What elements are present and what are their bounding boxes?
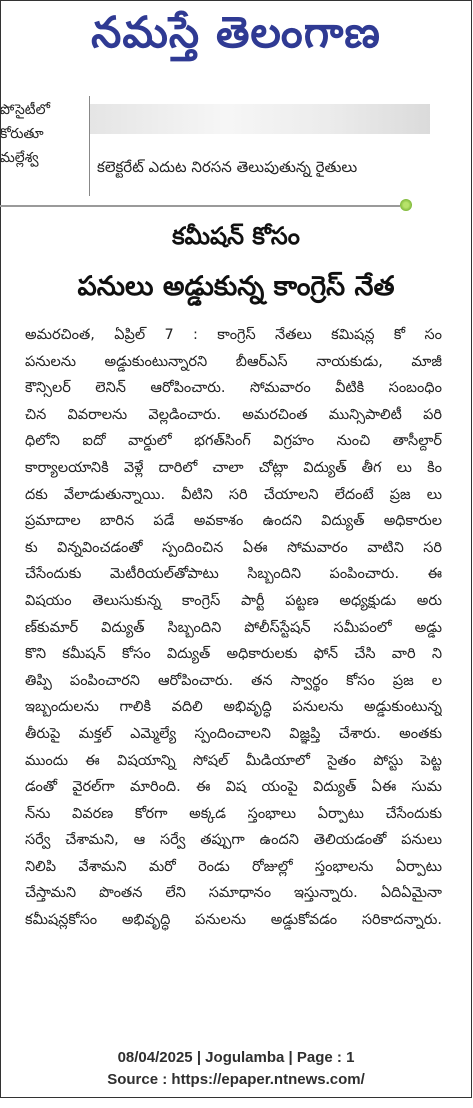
article-body-line: నిలిపి వేశామని మరో రెండు రోజుల్లో స్తంభాలను ఏర్పాటు — [25, 858, 442, 875]
side-snippet — [0, 98, 88, 170]
section-rule — [0, 205, 400, 207]
masthead — [0, 4, 472, 72]
article-body-line: చేస్తామని పొంతన లేని సమాధానం ఇస్తున్నారు. ఏదిఏమైనా — [25, 885, 442, 902]
article-body-line: ప్రమాదాల బారిన పడే అవకాశం ఉందని విద్యుత్ అధికారుల — [25, 513, 442, 530]
article-body-line: డంతో వైరల్‌గా మారింది. ఈ విష యంపై విద్యుత్ ఏఈ సుమ — [25, 779, 442, 796]
article-body-line: విషయం తెలుసుకున్న కాంగ్రెస్ పార్టీ పట్టణ అధ్యక్షుడు అరు — [25, 592, 442, 609]
article-body-line: కమీషన్లకోసం అభివృద్ధి పనులను అడ్డుకోవడం సరికాదన్నారు. — [25, 912, 442, 929]
headline-line-2: పనులు అడ్డుకున్న కాంగ్రెస్ నేత — [77, 271, 395, 302]
article-body-line: కార్యాలయానికి వెళ్లే దారిలో చాలా చోట్లా విద్యుత్ తీగ లు కిం — [25, 459, 442, 476]
side-snippet-line: కోరుతూ — [0, 126, 44, 142]
photo-caption: కలెక్టరేట్ ఎదుట నిరసన తెలుపుతున్న రైతులు — [97, 158, 358, 176]
photo — [90, 104, 430, 134]
article-body-line: తీరుపై మక్తల్ ఎమ్మెల్యే స్పందించాలని విజ్ఞప్తి చేశారు. అంతకు — [25, 725, 442, 742]
article-body-line: సర్వే చేశామని, ఆ సర్వే తప్పుగా ఉందని తెలియడంతో పనులు — [25, 832, 442, 849]
headline-line-1: కమీషన్ కోసం — [172, 222, 300, 250]
article-body-line: న్‌ను వివరణ కోరగా అక్కడ స్తంభాలు ఏర్పాటు చేసేందుకు — [25, 805, 442, 822]
article-body-line: ఇబ్బందులను గాలికి వదిలి అభివృద్ధి పనులను అడ్డుకుంటున్న — [25, 699, 442, 716]
article-body-line: చేసేందుకు మెటీరియల్‌తోపాటు సిబ్బందిని పంపించారు. ఈ — [25, 566, 442, 583]
article-body-line: ధిలోని ఐదో వార్డులో భగత్‌సింగ్ విగ్రహం నుంచి తాసీల్దార్ — [25, 433, 442, 450]
article-body-line: ముందు ఈ విషయాన్ని సోషల్ మీడియాలో సైతం పోస్టు పెట్ట — [25, 752, 442, 769]
masthead-title: నమస్తే తెలంగాణ — [91, 8, 381, 58]
article-body-line: ణ్‌కుమార్ విద్యుత్ సిబ్బందిని పోలీస్‌స్టేషన్ సమీపంలో అడ్డు — [25, 619, 442, 636]
article-body-line: అమరచింత, ఏప్రిల్ 7 : కాంగ్రెస్ నేతలు కమిషన్ల కో సం — [25, 327, 442, 343]
side-snippet-line: పోసైటీలో — [0, 102, 50, 118]
side-snippet-line: మల్లేశ్వ — [0, 150, 39, 166]
article-body-line: పనులను అడ్డుకుంటున్నారని బీఆర్ఎస్ నాయకుడు, మాజీ — [25, 353, 442, 370]
footer-date-line: 08/04/2025 | Jogulamba | Page : 1 — [117, 1049, 355, 1066]
article-body-line: తిప్పి పంపించారని ఆరోపించారు. తన స్వార్థం కోసం ప్రజ ల — [25, 672, 442, 689]
article-body-line: కు విన్నవించడంతో స్పందించిన ఏఈ సోమవారం వాటిని సరి — [25, 539, 442, 556]
article-body-line: చిన వివరాలను వెల్లడించారు. అమరచింత మున్సిపాలిటీ పరి — [25, 406, 442, 423]
footer-source-line: Source : https://epaper.ntnews.com/ — [107, 1071, 365, 1088]
rule-dot-ornament — [400, 199, 412, 211]
article-body — [25, 322, 442, 934]
article-body-line: కౌన్సిలర్ లెనిన్ ఆరోపించారు. సోమవారం వీటికి సంబంధిం — [25, 380, 442, 397]
article-body-line: కొని కమీషన్ కోసం విద్యుత్ అధికారులకు ఫోన్ చేసి వారి ని — [25, 646, 442, 663]
article-body-line: దకు వేలాడుతున్నాయి. వీటిని సరి చేయాలని లేదంటే ప్రజ లు — [25, 486, 442, 503]
